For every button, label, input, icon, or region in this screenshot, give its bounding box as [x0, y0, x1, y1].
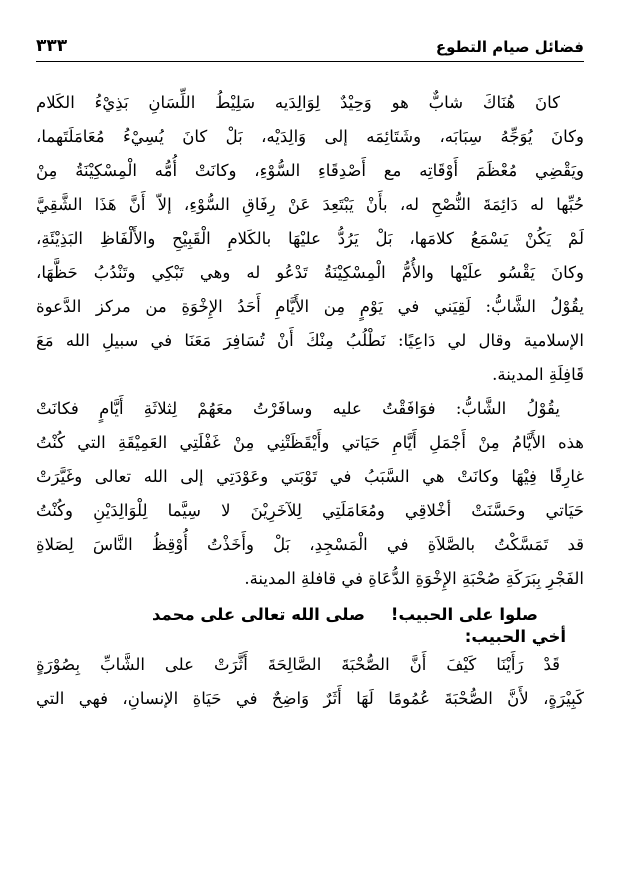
running-header	[36, 28, 584, 56]
salawat-row	[36, 604, 584, 626]
salawat-call: صلوا على الحبيب!	[390, 605, 538, 624]
text-line: هذه الأَيَّامُ مِنْ أَجْمَلِ أَيَّامِ حَيَاتي وأَيْقَظَتْنِي مِنْ غَفْلَتِي العَمِيْقَةِ التي كُنْتُ	[36, 433, 584, 452]
text-line: الإسلامية وقال لي دَاعِيًا: نَطْلُبُ مِنْكَ أَنْ تُسَافِرَ مَعَنَا في سبيلِ الله مَعَ	[36, 331, 584, 350]
text-line: كانَ هُنَاكَ شابٌّ هو وَحِيْدٌ لِوَالِدَيه سَلِيْطُ اللِّسَانِ بَذِيْءُ الكَلام	[36, 93, 560, 112]
header-title: فضائل صيام التطوع	[435, 38, 584, 56]
text-line: كَبِيْرَةٍ، لأَنَّ الصُّحْبَةَ عُمُومًا لَهَا أَثَرٌ وَاضِحٌ في حَيَاةِ الإنسانِ، فهي التي	[36, 689, 584, 708]
salawat-block	[36, 604, 584, 648]
text-line: لَمْ يَكُنْ يَسْمَعُ كلامَها، بَلْ يَرُدُّ عليْهَا بالكَلامِ الْقَبِيْحِ والأَلْفَاظِ البَذِيْئَةِ،	[36, 229, 584, 248]
paragraph-closing	[36, 648, 584, 716]
header-divider	[36, 61, 584, 62]
text-line: يقُوْلُ الشَّابُّ: فوَافَقْتُ عليه وسافَرْتُ معَهُمْ لِثلاثَةِ أَيَّامٍ فكانَتْ	[36, 399, 560, 418]
text-line: قد تَمَسَّكْتُ بالصَّلاَةِ في الْمَسْجِدِ، بَلْ وأَخَذْتُ أُوْقِظُ النَّاسَ لِصَلاةِ	[36, 535, 584, 554]
section-subheading: أخي الحبيب:	[464, 627, 566, 646]
text-line: وكانَ يَقْسُو علَيْها والأُمُّ الْمِسْكِيْنَةُ تَدْعُو له وهي تَبْكِي وتَنْدُبُ حَظَّهَا،	[36, 263, 584, 282]
page	[36, 28, 584, 878]
paragraph-story-1	[36, 86, 584, 392]
text-line: حَيَاتي وحَسَّنَتْ أخْلاقِي ومُعَامَلَتِي لِلآخَرِيْنَ لا سِيَّما لِلْوَالِدَيْنِ وكُنْتُ	[36, 501, 584, 520]
text-line: الفَجْرِ بِبَرَكَةِ صُحْبَةِ الإِخْوَةِ الدُّعَاةِ في قافلةِ المدينة.	[244, 569, 584, 588]
text-line: حُبِّها له دَائِمَةَ النُّصْحِ له، بأَنْ يَبْتَعِدَ عَنْ رِفَاقِ السُّوْءِ، إلاّ أَنَّ هَذَا الشَّقِيَّ	[36, 195, 584, 214]
text-line: قَافِلَةِ المدينة.	[492, 365, 584, 384]
body-text	[36, 86, 584, 716]
text-line: ويَقْضِي مُعْظَمَ أَوْقَاتِه مع أَصْدِقَاءِ السُّوْءِ، وكانَتْ أُمُّه الْمِسْكِيْنَةُ مِنْ	[36, 161, 584, 180]
text-line: غارِقًا فِيْهَا وكانَتْ هي السَّبَبُ في تَوْبَتي وعَوْدَتِي إلى الله تعالى وغَيَّرَتْ	[36, 467, 584, 486]
page-number: ٣٣٣	[36, 36, 68, 56]
text-line: قَدْ رَأَيْنَا كَيْفَ أَنَّ الصُّحْبَةَ الصَّالِحَةَ أَثَّرَتْ على الشَّابِّ بِصُوْرَةٍ	[36, 655, 560, 674]
text-line: يقُوْلُ الشَّابُّ: لَقِيَني في يَوْمٍ مِن الأَيَّامِ أَحَدُ الإِخْوَةِ من مركز الدَّعوة	[36, 297, 584, 316]
text-line: وكانَ يُوَجِّهُ سِبَابَه، وشَتَائِمَه إلى وَالِدَيْه، بَلْ كانَ يُسِيْءُ مُعَامَلَتَهما،	[36, 127, 584, 146]
paragraph-story-2	[36, 392, 584, 596]
salawat-response: صلى الله تعالى على محمد	[151, 605, 365, 624]
